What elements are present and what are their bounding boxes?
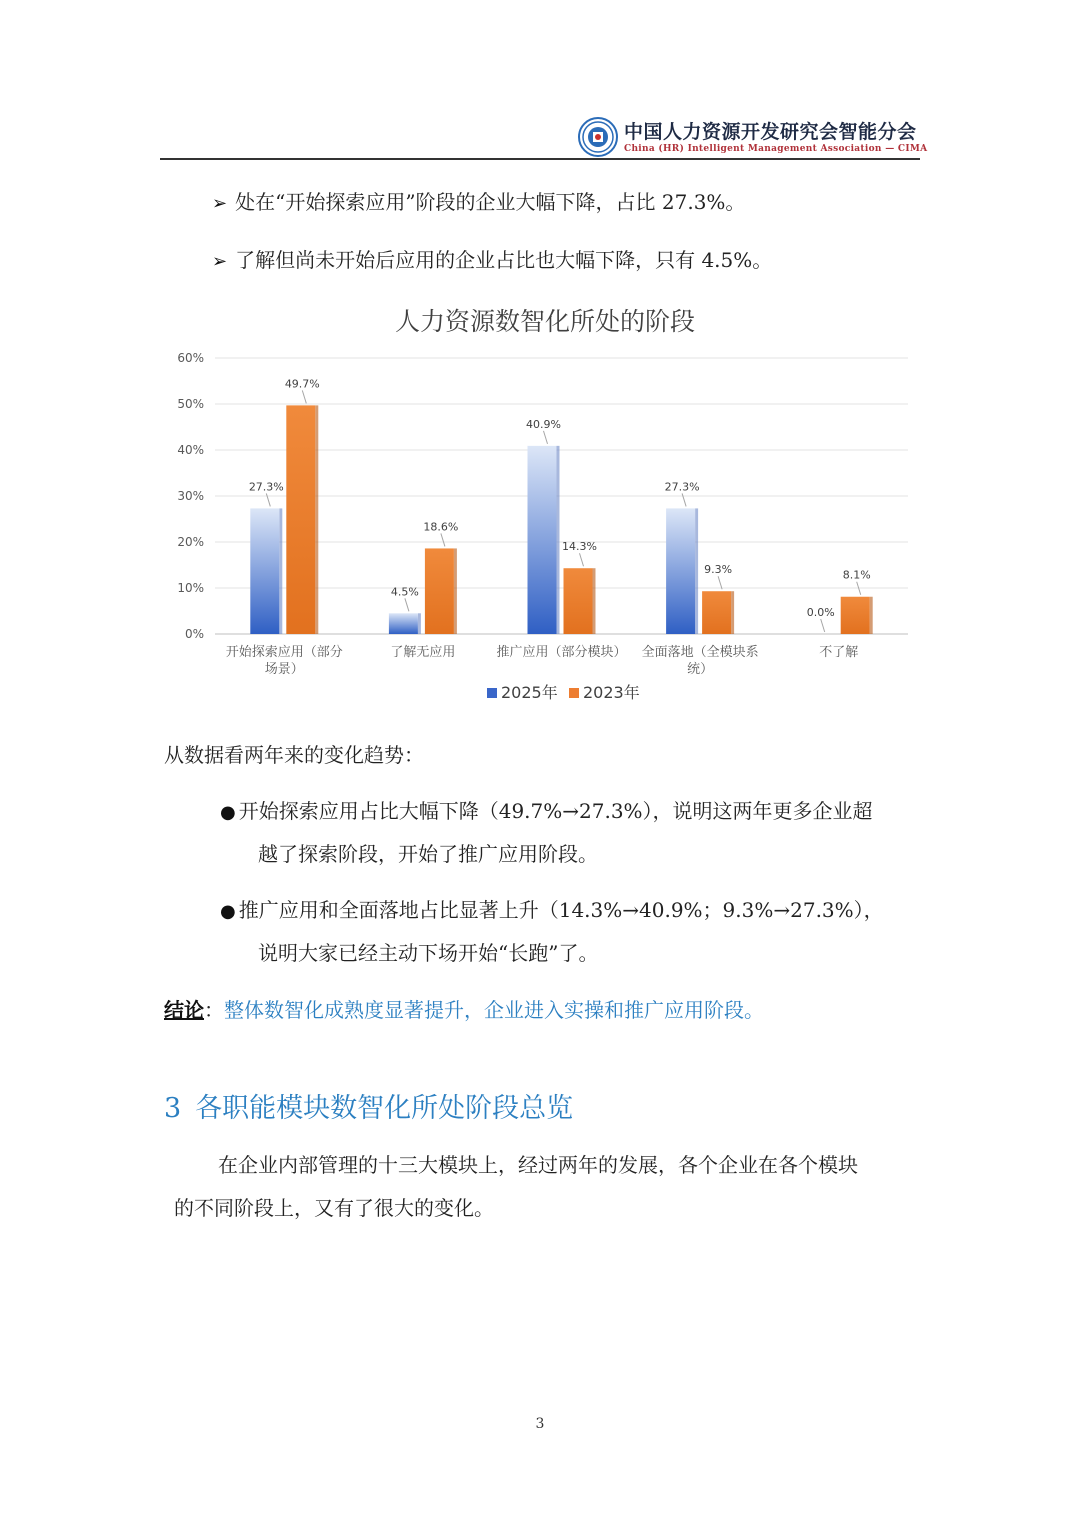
conclusion-colon: ： [204,998,224,1022]
legend-label: 2023年 [583,683,640,702]
page-number: 3 [535,1416,545,1432]
bar-shadow [557,446,560,634]
bar-series-b [286,405,315,634]
arrow-bullet-icon: ➢ [212,193,228,214]
data-label: 0.0% [806,606,835,619]
x-category-label: 推广应用（部分模块） [496,645,627,660]
paragraph-line: 在企业内部管理的十三大模块上，经过两年的发展，各个企业在各个模块 [218,1153,858,1177]
y-tick-label: 50% [177,397,204,411]
trend-point-line: 开始探索应用占比大幅下降（49.7%→27.3%），说明这两年更多企业超 [238,799,873,823]
bullet-item [212,250,772,271]
trend-point-line: 说明大家已经主动下场开始“长跑”了。 [258,941,599,965]
bar-shadow [593,568,596,634]
trend-heading: 从数据看两年来的变化趋势： [164,743,424,767]
y-tick-label: 60% [177,351,204,365]
bar-series-a [528,446,557,634]
data-label-leader [544,431,548,444]
y-tick-label: 20% [177,535,204,549]
bullet-text: 了解但尚未开始后应用的企业占比也大幅下降，只有 4.5%。 [235,248,773,272]
x-category-label: 全面落地（全模块系 [641,645,759,660]
bar-series-b [425,548,454,634]
dot-bullet-icon: ● [220,802,236,823]
bar-shadow [454,548,457,634]
legend-swatch [569,688,579,698]
x-category-label: 不了解 [819,645,859,660]
data-label-leader [821,619,825,632]
y-tick-label: 10% [177,581,204,595]
bar-series-b [564,568,593,634]
x-category-label: 场景） [264,662,304,677]
data-label-leader [302,390,306,403]
data-label: 27.3% [664,480,700,494]
bar-series-a [389,613,418,634]
bar-shadow [870,597,873,634]
legend-swatch [487,688,497,698]
bar-series-a [250,508,279,634]
data-label: 4.5% [390,585,419,599]
bar-series-b [702,591,731,634]
data-label: 14.3% [562,540,597,554]
bar-series-b [841,597,870,634]
bar-shadow [731,591,734,634]
section-title: 各职能模块数智化所处阶段总览 [195,1093,574,1124]
data-label: 9.3% [704,563,733,577]
trend-point-line: 越了探索阶段，开始了推广应用阶段。 [258,842,598,866]
data-label: 27.3% [248,480,284,494]
conclusion [164,1000,764,1020]
legend-label: 2025年 [501,683,558,702]
data-label-leader [266,493,270,506]
paragraph-line: 的不同阶段上，又有了很大的变化。 [174,1196,494,1220]
data-label: 8.1% [842,568,871,582]
data-label-leader [682,493,686,506]
header-org-name: 中国人力资源开发研究会智能分会 [624,121,917,143]
trend-point-line: 推广应用和全面落地占比显著上升（14.3%→40.9%；9.3%→27.3%）， [238,898,884,922]
header-divider [160,158,920,160]
y-tick-label: 0% [184,627,204,641]
data-label-leader [441,533,445,546]
bar-shadow [279,508,282,634]
trend-point [220,801,873,822]
data-label-leader [580,553,584,566]
data-label: 40.9% [526,417,561,431]
stage-bar-chart [160,296,920,716]
trend-point [220,900,884,921]
x-category-label: 开始探索应用（部分 [225,645,343,660]
bullet-text: 处在“开始探索应用”阶段的企业大幅下降，占比 27.3%。 [235,190,746,214]
y-tick-label: 40% [177,443,204,457]
x-category-label: 统） [687,662,714,677]
conclusion-label: 结论 [164,998,204,1022]
bullet-item [212,192,745,213]
data-label-leader [405,598,409,611]
data-label: 49.7% [284,377,320,391]
chart-title: 人力资源数智化所处的阶段 [394,307,696,336]
bar-shadow [418,613,421,634]
y-tick-label: 30% [177,489,204,503]
header-org-subtitle: China (HR) Intelligent Management Association — CIMA [624,144,928,154]
dot-bullet-icon: ● [220,901,236,922]
bar-shadow [695,508,698,634]
bar-shadow [315,405,318,634]
section-number: 3 [164,1093,182,1124]
bar-series-a [666,508,695,634]
section-heading [164,1086,573,1125]
arrow-bullet-icon: ➢ [212,251,228,272]
conclusion-text: 整体数智化成熟度显著提升，企业进入实操和推广应用阶段。 [224,998,764,1022]
x-category-label: 了解无应用 [390,645,456,660]
cima-logo-icon [578,117,618,157]
data-label-leader [718,576,722,589]
data-label: 18.6% [423,520,459,534]
